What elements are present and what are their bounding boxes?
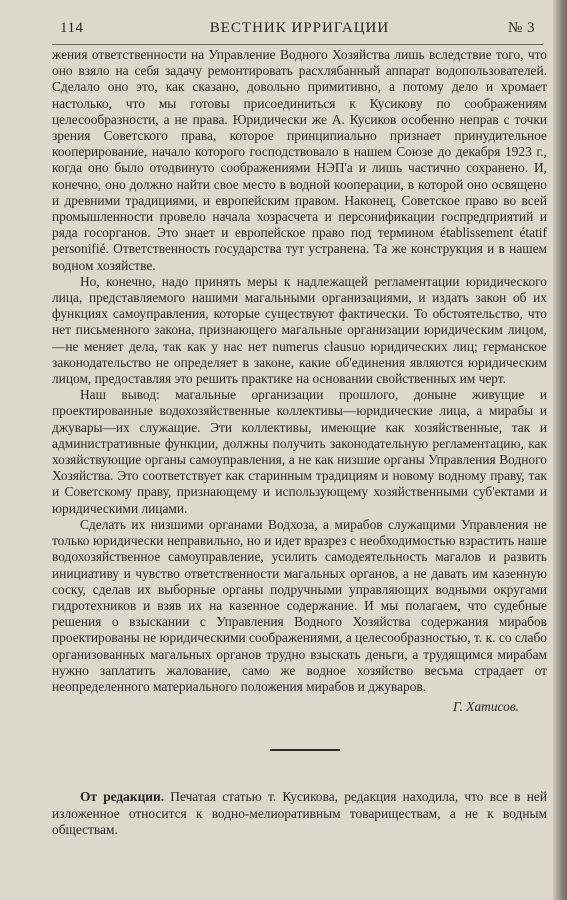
issue-number: № 3 (507, 20, 535, 36)
book-spine-shadow (553, 0, 567, 900)
journal-title: ВЕСТНИК ИРРИГАЦИИ (209, 20, 390, 36)
article-paragraph-2: Но, конечно, надо принять меры к надлежащей регламентации юридического лица, представляемого нашими магальными организациями, и издать закон об их функциях самоуправления, которые существуют фактически. То обстоятельство, что нет письменного закона, признающего магальные организации юридическим лицом,—не меняет дела, так как у нас нет numerus clausuo юридических лиц; германское законодательство не определяет в законе, какие об'единения являются юридическим лицом, предоставляя это решить практике на основании свойственных им черт. (52, 273, 547, 387)
editor-note-label: От редакции. (80, 789, 165, 805)
section-separator (270, 749, 340, 751)
header-rule (52, 44, 543, 45)
editor-note (52, 789, 547, 838)
editor-note-text: Печатая статью т. Кусикова, редакция находила, что все в ней изложенное относится к водно-мелиоративным товариществам, а не к водным обществам. (52, 789, 547, 837)
author-signature: Г. Хатисов. (452, 699, 519, 715)
article-body (52, 47, 547, 695)
article-paragraph-1: жения ответственности на Управление Водного Хозяйства лишь вследствие того, что оно взяло на себя задачу ремонтировать расхлябанный аппарат водопользователей. Сделало оно это, как сказано, довольно примитивно, а потому дело и хромает настолько, что мы готовы присоединиться к Кусикову по соображениям целесообразности, а не права. Юридически же А. Кусиков особенно неправ с точки зрения Советского права, которое принципиально признает принудительное кооперирование, начало которого господствовало в нашем Союзе до декабря 1923 г., когда оно было отодвинуто соображениями НЭП'а и лишь частично сохранено. И, конечно, оно должно найти свое место в водной кооперации, в которой оно освящено и древними традициями, и европейским правом. Наконец, Советское право во всей промышленности провело начала хозрасчета и персонификации госпредприятий и ряда госорганов. Это знает и европейское право под термином établissement étatif personifié. Ответственность государства тут устранена. Та же конструкция и в нашем водном хозяйстве. (52, 47, 547, 273)
article-paragraph-4: Сделать их низшими органами Водхоза, а мирабов служащими Управления не только юридически неправильно, но и идет вразрез с необходимостью взрастить наше водохозяйственное самоуправление, усилить самодеятельность магалов и развить инициативу и чувство ответственности магальных органов, а не давать им казенную соску, сделав их выборные органы подручными управляющих водными округами гидротехников и взяв их на казенное содержание. И мы полагаем, что судебные решения о взыскании с Управления Водного Хозяйства содержания мирабов проектированы не юридическими соображениями, а целесообразностью, т. к. со слабо организованных магальных органов трудно взыскать деньги, а трудящимся мирабам нужно заплатить жалование, само же водное хозяйство весьма страдает от неопределенного материального положения мирабов и джуваров. (52, 516, 547, 694)
running-header (52, 20, 547, 44)
page-number: 114 (60, 20, 84, 36)
article-paragraph-3: Наш вывод: магальные организации прошлого, доныне живущие и проектированные водохозяйственные коллективы—юридические лица, а мирабы и джувары—их служащие. Эти коллективы, имеющие как хозяйственные, так и административные функции, должны получить законодательную регламентацию, как хозяйствующие органы самоуправления, а не как низшие органы Управления Водного Хозяйства. Это соответствует как старинным традициям и новому водному праву, так и Советскому праву, признающему и использующему хозяйственными суб'ектами и юридическими лицами. (52, 387, 547, 516)
